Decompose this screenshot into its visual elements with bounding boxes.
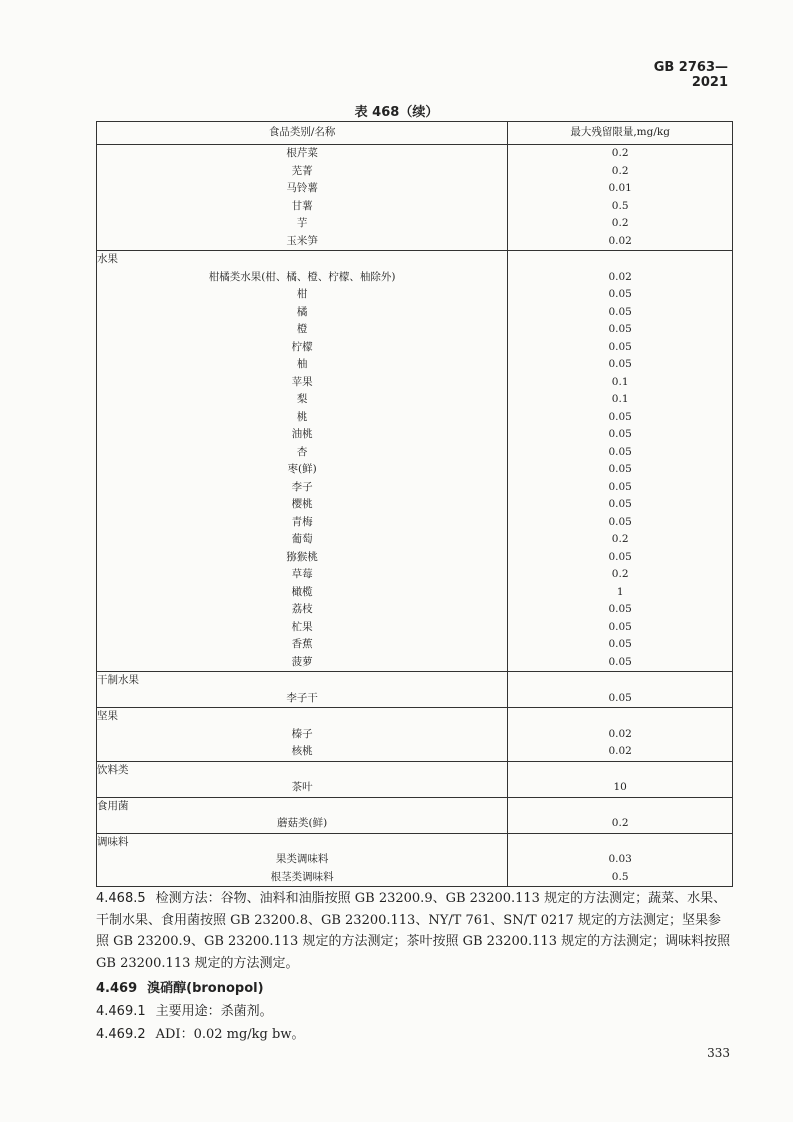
food-name: 草莓 (97, 566, 508, 584)
table-row (97, 479, 733, 497)
food-name: 梨 (97, 391, 508, 409)
category-row (97, 251, 733, 269)
food-name: 柠檬 (97, 339, 508, 357)
mrl-value: 1 (508, 584, 733, 602)
table-row (97, 743, 733, 761)
food-name: 芜菁 (97, 163, 508, 181)
food-name: 马铃薯 (97, 180, 508, 198)
table-row (97, 531, 733, 549)
table-title: 表 468（续） (354, 105, 439, 120)
table-row (97, 815, 733, 833)
mrl-value: 10 (508, 779, 733, 797)
mrl-value: 0.05 (508, 339, 733, 357)
table-row (97, 304, 733, 322)
table-row (97, 601, 733, 619)
mrl-value: 0.2 (508, 163, 733, 181)
table-header-row (97, 122, 733, 145)
table-row (97, 286, 733, 304)
table-row (97, 514, 733, 532)
food-name: 葡萄 (97, 531, 508, 549)
mrl-value: 0.2 (508, 531, 733, 549)
mrl-value: 0.2 (508, 566, 733, 584)
clause-number: 4.468.5 (96, 891, 146, 906)
clause-text: 主要用途：杀菌剂。 (155, 1004, 273, 1019)
category-value-empty (508, 761, 733, 779)
table-row (97, 549, 733, 567)
table-row (97, 215, 733, 233)
food-name: 苹果 (97, 374, 508, 392)
mrl-value: 0.05 (508, 461, 733, 479)
category-value-empty (508, 708, 733, 726)
mrl-value: 0.05 (508, 496, 733, 514)
mrl-value: 0.05 (508, 356, 733, 374)
category-label: 食用菌 (97, 797, 508, 815)
table-row (97, 654, 733, 672)
mrl-value: 0.5 (508, 869, 733, 887)
column-header-mrl: 最大残留限量,mg/kg (508, 122, 733, 145)
food-name: 枣(鲜) (97, 461, 508, 479)
mrl-value: 0.05 (508, 619, 733, 637)
mrl-value: 0.05 (508, 690, 733, 708)
table-row (97, 851, 733, 869)
table-row (97, 145, 733, 163)
residue-limit-table (96, 121, 733, 887)
mrl-value: 0.01 (508, 180, 733, 198)
table-row (97, 374, 733, 392)
food-name: 李子 (97, 479, 508, 497)
food-name: 荔枝 (97, 601, 508, 619)
table-row (97, 180, 733, 198)
paragraph-main-use (96, 1001, 733, 1023)
column-header-food: 食品类别/名称 (97, 122, 508, 145)
mrl-value: 0.05 (508, 286, 733, 304)
mrl-value: 0.05 (508, 321, 733, 339)
table-row (97, 409, 733, 427)
mrl-value: 0.02 (508, 743, 733, 761)
table-row (97, 426, 733, 444)
category-label: 饮料类 (97, 761, 508, 779)
food-name: 杏 (97, 444, 508, 462)
food-name: 甘薯 (97, 198, 508, 216)
mrl-value: 0.05 (508, 304, 733, 322)
mrl-value: 0.05 (508, 409, 733, 427)
table-row (97, 391, 733, 409)
table-row (97, 636, 733, 654)
food-name: 樱桃 (97, 496, 508, 514)
clause-text: 检测方法：谷物、油料和油脂按照 GB 23200.9、GB 23200.113 规定的方法测定；蔬菜、水果、干制水果、食用菌按照 GB 23200.8、GB 23200.113、NY/T 761、SN/T 0217 规定的方法测定；坚果参照 GB 23200.9、GB 23200.113 规定的方法测定；茶叶按照 GB 23200.113 规定的方法测定；调味料按照 GB 23200.113 规定的方法测定。 (96, 891, 731, 971)
table-row (97, 269, 733, 287)
category-row (97, 672, 733, 690)
category-label: 调味料 (97, 833, 508, 851)
mrl-value: 0.02 (508, 726, 733, 744)
mrl-value: 0.05 (508, 636, 733, 654)
category-value-empty (508, 672, 733, 690)
table-row (97, 356, 733, 374)
mrl-value: 0.05 (508, 654, 733, 672)
food-name: 果类调味料 (97, 851, 508, 869)
mrl-value: 0.05 (508, 549, 733, 567)
category-row (97, 761, 733, 779)
mrl-value: 0.2 (508, 145, 733, 163)
section-title: 溴硝醇(bronopol) (147, 981, 264, 996)
food-name: 猕猴桃 (97, 549, 508, 567)
clause-number: 4.469.1 (96, 1004, 146, 1019)
mrl-value: 0.5 (508, 198, 733, 216)
table-row (97, 779, 733, 797)
food-name: 柑橘类水果(柑、橘、橙、柠檬、柚除外) (97, 269, 508, 287)
food-name: 油桃 (97, 426, 508, 444)
table-row (97, 321, 733, 339)
food-name: 柚 (97, 356, 508, 374)
food-name: 柑 (97, 286, 508, 304)
food-name: 橙 (97, 321, 508, 339)
mrl-value: 0.02 (508, 269, 733, 287)
food-name: 根芹菜 (97, 145, 508, 163)
table-row (97, 163, 733, 181)
table-row (97, 584, 733, 602)
food-name: 橘 (97, 304, 508, 322)
table-row (97, 233, 733, 251)
table-row (97, 566, 733, 584)
mrl-value: 0.02 (508, 233, 733, 251)
category-row (97, 708, 733, 726)
mrl-value: 0.05 (508, 444, 733, 462)
food-name: 青梅 (97, 514, 508, 532)
category-label: 干制水果 (97, 672, 508, 690)
page-number: 333 (707, 1046, 730, 1060)
category-value-empty (508, 797, 733, 815)
food-name: 榛子 (97, 726, 508, 744)
mrl-value: 0.05 (508, 514, 733, 532)
food-name: 根茎类调味料 (97, 869, 508, 887)
food-name: 杧果 (97, 619, 508, 637)
table-row (97, 726, 733, 744)
food-name: 桃 (97, 409, 508, 427)
mrl-value: 0.1 (508, 374, 733, 392)
food-name: 香蕉 (97, 636, 508, 654)
category-label: 坚果 (97, 708, 508, 726)
table-row (97, 496, 733, 514)
mrl-value: 0.2 (508, 215, 733, 233)
standard-code: GB 2763—2021 (653, 60, 728, 90)
clause-number: 4.469 (96, 981, 138, 996)
food-name: 李子干 (97, 690, 508, 708)
mrl-value: 0.05 (508, 601, 733, 619)
food-name: 菠萝 (97, 654, 508, 672)
food-name: 核桃 (97, 743, 508, 761)
clause-text: ADI：0.02 mg/kg bw。 (155, 1027, 305, 1042)
mrl-value: 0.1 (508, 391, 733, 409)
food-name: 蘑菇类(鲜) (97, 815, 508, 833)
table-body (97, 145, 733, 887)
table-row (97, 339, 733, 357)
category-row (97, 833, 733, 851)
mrl-value: 0.05 (508, 479, 733, 497)
paragraph-adi (96, 1024, 733, 1046)
table-row (97, 869, 733, 887)
table-row (97, 198, 733, 216)
mrl-value: 0.05 (508, 426, 733, 444)
table-row (97, 619, 733, 637)
mrl-value: 0.2 (508, 815, 733, 833)
category-value-empty (508, 833, 733, 851)
category-value-empty (508, 251, 733, 269)
food-name: 玉米笋 (97, 233, 508, 251)
table-row (97, 444, 733, 462)
category-label: 水果 (97, 251, 508, 269)
food-name: 橄榄 (97, 584, 508, 602)
table-row (97, 461, 733, 479)
paragraph-detection-method (96, 888, 733, 974)
table-row (97, 690, 733, 708)
clause-number: 4.469.2 (96, 1027, 146, 1042)
food-name: 茶叶 (97, 779, 508, 797)
mrl-value: 0.03 (508, 851, 733, 869)
category-row (97, 797, 733, 815)
food-name: 芋 (97, 215, 508, 233)
section-heading-bronopol (96, 978, 733, 1000)
